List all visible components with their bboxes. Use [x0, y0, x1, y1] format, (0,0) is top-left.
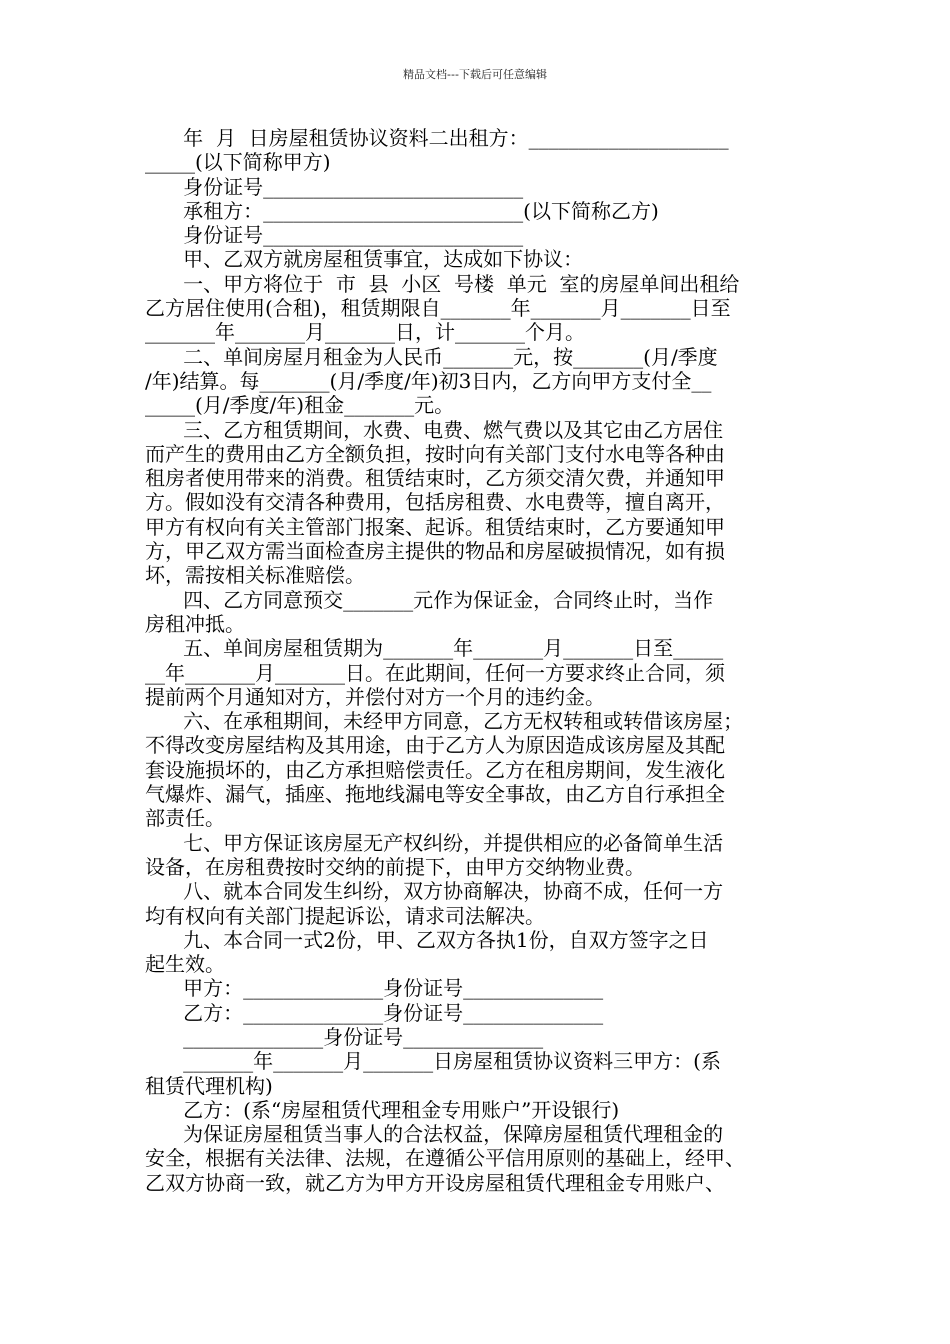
- text-line: 六、在承租期间，未经甲方同意，乙方无权转租或转借该房屋；: [145, 709, 744, 734]
- text-line: 九、本合同一式2份，甲、乙双方各执1份，自双方签字之日: [145, 927, 709, 952]
- text-line: 起生效。: [145, 952, 225, 977]
- text-line: ______________身份证号______________: [145, 1024, 544, 1049]
- document-body: [145, 126, 810, 1195]
- text-line: 方。假如没有交清各种费用，包括房租费、水电费等，擅自离开，: [145, 490, 725, 515]
- text-line: 八、就本合同发生纠纷，双方协商解决，协商不成，任何一方: [145, 879, 724, 904]
- text-line: 租赁代理机构): [145, 1073, 273, 1098]
- text-line: 为保证房屋租赁当事人的合法权益，保障房屋租赁代理租金的: [145, 1122, 724, 1147]
- text-line: 身份证号__________________________: [145, 174, 524, 199]
- text-line: 一、甲方将位于 市 县 小区 号楼 单元 室的房屋单间出租给: [145, 271, 740, 296]
- text-line: _____(以下简称甲方): [145, 150, 331, 175]
- text-line: 五、单间房屋租赁期为_______年_______月_______日至_____: [145, 636, 724, 661]
- text-line: _______年_______月_______日房屋租赁协议资料三甲方：(系: [145, 1049, 721, 1074]
- text-line: 均有权向有关部门提起诉讼，请求司法解决。: [145, 903, 545, 928]
- text-line: /年)结算。每_______(月/季度/年)初3日内，乙方向甲方支付全__: [145, 368, 712, 393]
- text-line: 坏，需按相关标准赔偿。: [145, 563, 365, 588]
- text-line: 承租方：__________________________(以下简称乙方): [145, 198, 659, 223]
- text-line: 乙方居住使用(合租)，租赁期限自_______年_______月_______日至: [145, 296, 731, 321]
- text-line: 甲方：______________身份证号______________: [145, 976, 604, 1001]
- text-line: _______年_______月_______日，计_______个月。: [145, 320, 585, 345]
- text-line: 方，甲乙双方需当面检查房主提供的物品和房屋破损情况，如有损: [145, 539, 725, 564]
- text-line: 安全，根据有关法律、法规，在遵循公平信用原则的基础上，经甲、: [145, 1146, 745, 1171]
- text-line: 套设施损坏的，由乙方承担赔偿责任。乙方在租房期间，发生液化: [145, 757, 725, 782]
- text-line: 乙双方协商一致，就乙方为甲方开设房屋租赁代理租金专用账户、: [145, 1170, 725, 1195]
- text-line: 甲方有权向有关主管部门报案、起诉。租赁结束时，乙方要通知甲: [145, 514, 725, 539]
- text-line: 而产生的费用由乙方全额负担，按时向有关部门支付水电等各种由: [145, 441, 725, 466]
- page-header: 精品文档---下载后可任意编辑: [403, 68, 547, 81]
- text-line: 身份证号__________________________: [145, 223, 524, 248]
- text-line: 甲、乙双方就房屋租赁事宜，达成如下协议：: [145, 247, 584, 272]
- text-line: 设备，在房租费按时交纳的前提下，由甲方交纳物业费。: [145, 854, 645, 879]
- text-line: 房租冲抵。: [145, 611, 245, 636]
- text-line: _____(月/季度/年)租金_______元。: [145, 393, 455, 418]
- text-line: 不得改变房屋结构及其用途，由于乙方人为原因造成该房屋及其配: [145, 733, 725, 758]
- text-line: 乙方：(系“房屋租赁代理租金专用账户”开设银行): [145, 1097, 620, 1122]
- text-line: 三、乙方租赁期间，水费、电费、燃气费以及其它由乙方居住: [145, 417, 724, 442]
- text-line: 年 月 日房屋租赁协议资料二出租方：____________________: [145, 126, 729, 150]
- text-line: 乙方：______________身份证号______________: [145, 1000, 604, 1025]
- text-line: 气爆炸、漏气，插座、拖地线漏电等安全事故，由乙方自行承担全: [145, 782, 725, 807]
- text-line: 租房者使用带来的消费。租赁结束时，乙方须交清欠费，并通知甲: [145, 466, 725, 491]
- text-line: 部责任。: [145, 806, 225, 831]
- text-line: 四、乙方同意预交_______元作为保证金，合同终止时，当作: [145, 587, 714, 612]
- text-line: 七、甲方保证该房屋无产权纠纷，并提供相应的必备简单生活: [145, 830, 724, 855]
- text-line: 二、单间房屋月租金为人民币_______元，按_______(月/季度: [145, 344, 718, 369]
- text-line: 提前两个月通知对方，并偿付对方一个月的违约金。: [145, 684, 605, 709]
- text-line: __年_______月_______日。在此期间，任何一方要求终止合同，须: [145, 660, 725, 685]
